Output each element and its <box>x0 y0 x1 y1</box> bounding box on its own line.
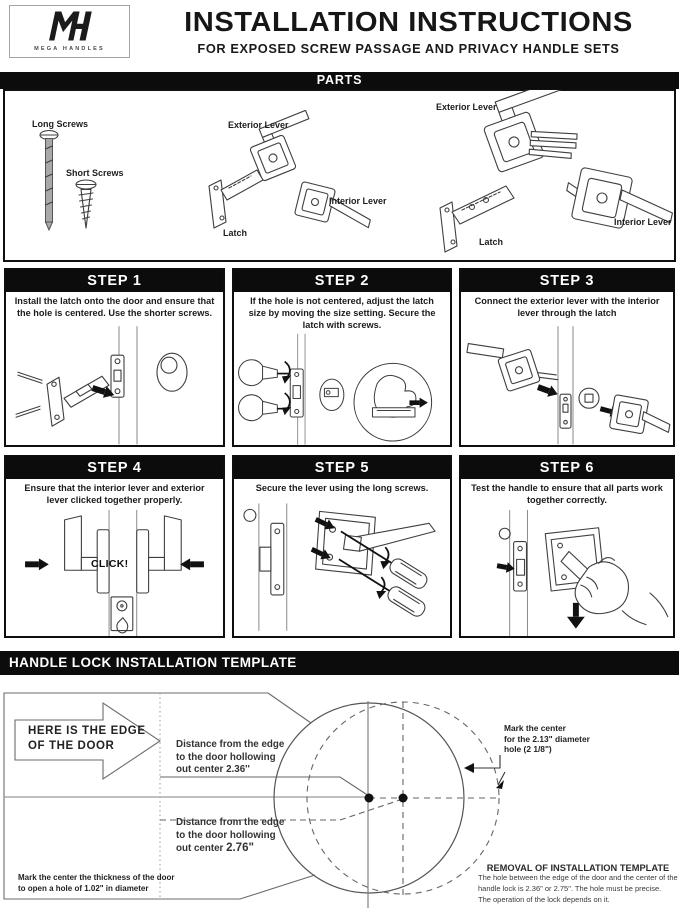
step-1-panel <box>4 268 225 447</box>
template-banner: HANDLE LOCK INSTALLATION TEMPLATE <box>0 651 679 675</box>
step-6-illustration <box>461 508 673 636</box>
step-2-title: STEP 2 <box>234 270 450 292</box>
step-3-instructions: Connect the exterior lever with the interior lever through the latch <box>474 296 660 318</box>
step-2-instructions: If the hole is not centered, adjust the latch size by moving the size setting. Secure the latch with screws. <box>248 296 436 330</box>
step-2-illustration <box>234 332 450 445</box>
distance-276-label: Distance from the edge to the door hollowing out center 2.76" <box>176 817 285 854</box>
edge-of-door-label: HERE IS THE EDGE OF THE DOOR <box>28 725 146 752</box>
step-5-panel <box>232 455 452 638</box>
step-1-illustration <box>6 321 223 445</box>
interior-lever-drawing <box>609 394 673 438</box>
step-6-instructions: Test the handle to ensure that all parts work together correctly. <box>471 483 663 505</box>
step-4-panel <box>4 455 225 638</box>
step-2-panel <box>232 268 452 447</box>
short-screws-label: Short Screws <box>66 168 124 178</box>
parts-panel <box>3 89 676 262</box>
removal-note: REMOVAL OF INSTALLATION TEMPLATE The hole between the edge of the door and the center of the handle lock is 2.36" or 2.75". The hole must be precise. The operation of the lock depends on it. <box>478 863 678 904</box>
arrow-left-icon <box>180 558 204 570</box>
mark-thickness-note: Mark the center the thickness of the door to open a hole of 1.02" in diameter <box>18 873 175 893</box>
step-4-title: STEP 4 <box>6 457 223 479</box>
interior-lever-label-right: Interior Lever <box>614 217 672 227</box>
interior-lever-label-left: Interior Lever <box>329 196 387 206</box>
removal-heading: REMOVAL OF INSTALLATION TEMPLATE <box>486 863 670 873</box>
step-5-instructions: Secure the lever using the long screws. <box>255 483 429 493</box>
arrow-right-icon <box>25 558 49 570</box>
center-mark-276 <box>399 794 408 803</box>
step-5-title: STEP 5 <box>234 457 450 479</box>
mark-center-note: Mark the center for the 2.13" diameter hole (2 1/8") <box>504 723 590 754</box>
exterior-lever-label-right: Exterior Lever <box>436 102 497 112</box>
exterior-lever-label-left: Exterior Lever <box>228 120 289 130</box>
long-screws-label: Long Screws <box>32 119 89 129</box>
distance-276-value: 2.76" <box>226 842 254 854</box>
handle-set-diagram-left <box>195 110 377 262</box>
brand-logo <box>9 5 130 58</box>
distance-236-value: 2.36'' <box>226 764 250 775</box>
interior-lever-drawing <box>561 165 677 238</box>
interior-lever-drawing <box>65 515 82 569</box>
step-4-illustration <box>6 508 223 636</box>
arrow-right-icon <box>536 381 560 399</box>
center-mark-236 <box>365 794 374 803</box>
header <box>138 6 679 56</box>
step-3-illustration <box>461 321 673 445</box>
latch-label-right: Latch <box>479 237 504 247</box>
step-4-instructions: Ensure that the interior lever and exterior lever clicked together properly. <box>24 483 205 505</box>
step-1-title: STEP 1 <box>6 270 223 292</box>
hand-drawing <box>575 557 668 624</box>
click-callout: CLICK! <box>91 557 129 570</box>
latch-label-left: Latch <box>223 228 248 238</box>
interior-lever-drawing <box>294 181 375 232</box>
step-3-panel <box>459 268 675 447</box>
brand-name: MEGA HANDLES <box>34 46 105 52</box>
page-title: INSTALLATION INSTRUCTIONS <box>184 6 633 37</box>
mh-monogram-icon <box>41 10 99 42</box>
latch-drawing <box>209 170 263 228</box>
step-6-panel <box>459 455 675 638</box>
leader-236 <box>160 777 369 796</box>
step-1-instructions: Install the latch onto the door and ensure that the hole is centered. Use the shorter screws. <box>14 296 215 318</box>
drill-icon <box>239 360 289 421</box>
parts-banner: PARTS <box>0 72 679 89</box>
long-screw-icon <box>35 129 63 231</box>
arrow-right-icon <box>496 560 515 574</box>
page-subtitle: FOR EXPOSED SCREW PASSAGE AND PRIVACY HANDLE SETS <box>197 41 620 56</box>
step-3-title: STEP 3 <box>461 270 673 292</box>
arrow-left-icon <box>464 763 474 773</box>
distance-236-label: Distance from the edge to the door hollowing out center 2.36'' <box>176 739 285 775</box>
exterior-lever-drawing <box>164 515 181 569</box>
step-5-illustration <box>234 496 450 636</box>
short-screw-icon <box>69 178 103 234</box>
handle-set-diagram-right <box>422 90 678 262</box>
step-6-title: STEP 6 <box>461 457 673 479</box>
